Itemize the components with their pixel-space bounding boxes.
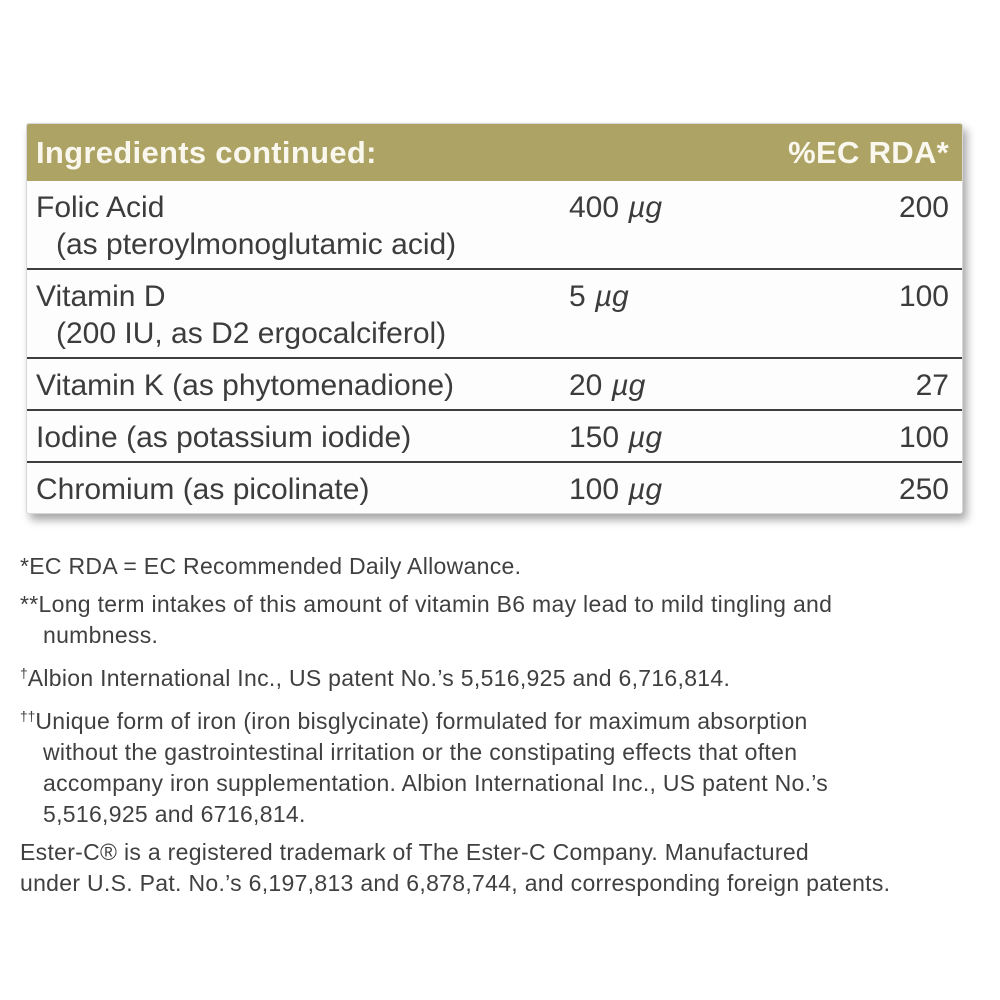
amount-unit: µg	[611, 369, 646, 402]
ingredient-amount	[569, 419, 819, 456]
ingredient-row-vitamin-k	[27, 357, 962, 409]
footnote-marker: ††	[20, 709, 36, 724]
ingredient-amount	[569, 471, 819, 508]
table-header-bar	[27, 124, 962, 181]
ingredient-row-iodine	[27, 409, 962, 461]
footnote-marker: †	[20, 666, 28, 681]
footnote-iron-bisglycinate	[20, 701, 975, 830]
amount-unit: µg	[628, 473, 663, 506]
ingredient-name-cell	[36, 419, 569, 456]
rda-value: 27	[915, 369, 949, 402]
ingredient-name: Folic Acid	[36, 191, 165, 224]
rda-column-header: %EC RDA*	[788, 134, 949, 170]
amount-value: 150	[569, 421, 620, 454]
rda-value: 250	[898, 473, 949, 506]
amount-unit: µg	[594, 280, 629, 313]
ingredient-name-cell	[36, 471, 569, 508]
footnote-marker: **	[20, 591, 39, 617]
ingredient-detail: (as pteroylmonoglutamic acid)	[56, 228, 457, 261]
rda-value: 100	[898, 421, 949, 454]
footnote-albion-patent	[20, 658, 975, 694]
table-title: Ingredients continued:	[36, 134, 377, 170]
amount-value: 5	[569, 280, 586, 313]
amount-unit: µg	[628, 191, 663, 224]
footnote-ec-rda	[20, 551, 975, 582]
trademark-note	[20, 837, 975, 899]
footnotes-section	[20, 551, 975, 906]
footnote-text: Ester-C® is a registered trademark of The Ester-C Company. Manufactured	[20, 839, 810, 865]
footnote-text: Long term intakes of this amount of vitamin B6 may lead to mild tingling and	[38, 591, 833, 617]
ingredient-name: Vitamin K (as phytomenadione)	[36, 369, 455, 402]
ingredient-name: Vitamin D	[36, 280, 166, 313]
ingredient-amount	[569, 367, 819, 404]
footnote-vitamin-b6	[20, 589, 975, 651]
amount-value: 400	[569, 191, 620, 224]
footnote-text: numbness.	[43, 622, 159, 648]
ingredient-detail: (200 IU, as D2 ergocalciferol)	[56, 317, 447, 350]
ingredient-row-vitamin-d	[27, 268, 962, 357]
ingredient-row-folic-acid	[27, 181, 962, 268]
footnote-marker: *	[20, 553, 30, 579]
footnote-text: Unique form of iron (iron bisglycinate) formulated for maximum absorption	[35, 708, 808, 734]
amount-unit: µg	[628, 421, 663, 454]
ingredient-name-cell	[36, 367, 569, 404]
footnote-text: Albion International Inc., US patent No.’s 5,516,925 and 6,716,814.	[27, 665, 731, 691]
rda-value: 200	[898, 191, 949, 224]
ingredient-amount	[569, 189, 819, 226]
ingredient-name-cell	[36, 278, 569, 352]
ingredient-name: Chromium (as picolinate)	[36, 473, 370, 506]
footnote-text: accompany iron supplementation. Albion International Inc., US patent No.’s	[43, 770, 829, 796]
ingredient-row-chromium	[27, 461, 962, 513]
ingredient-amount	[569, 278, 819, 315]
footnote-text: without the gastrointestinal irritation or the constipating effects that often	[43, 739, 798, 765]
rda-value: 100	[898, 280, 949, 313]
ingredient-name: Iodine (as potassium iodide)	[36, 421, 412, 454]
footnote-text: under U.S. Pat. No.’s 6,197,813 and 6,878,744, and corresponding foreign patents.	[20, 870, 891, 896]
amount-value: 20	[569, 369, 603, 402]
amount-value: 100	[569, 473, 620, 506]
footnote-text: 5,516,925 and 6716,814.	[43, 801, 306, 827]
ingredients-table	[26, 123, 963, 514]
ingredient-name-cell	[36, 189, 569, 263]
footnote-text: EC RDA = EC Recommended Daily Allowance.	[29, 553, 522, 579]
